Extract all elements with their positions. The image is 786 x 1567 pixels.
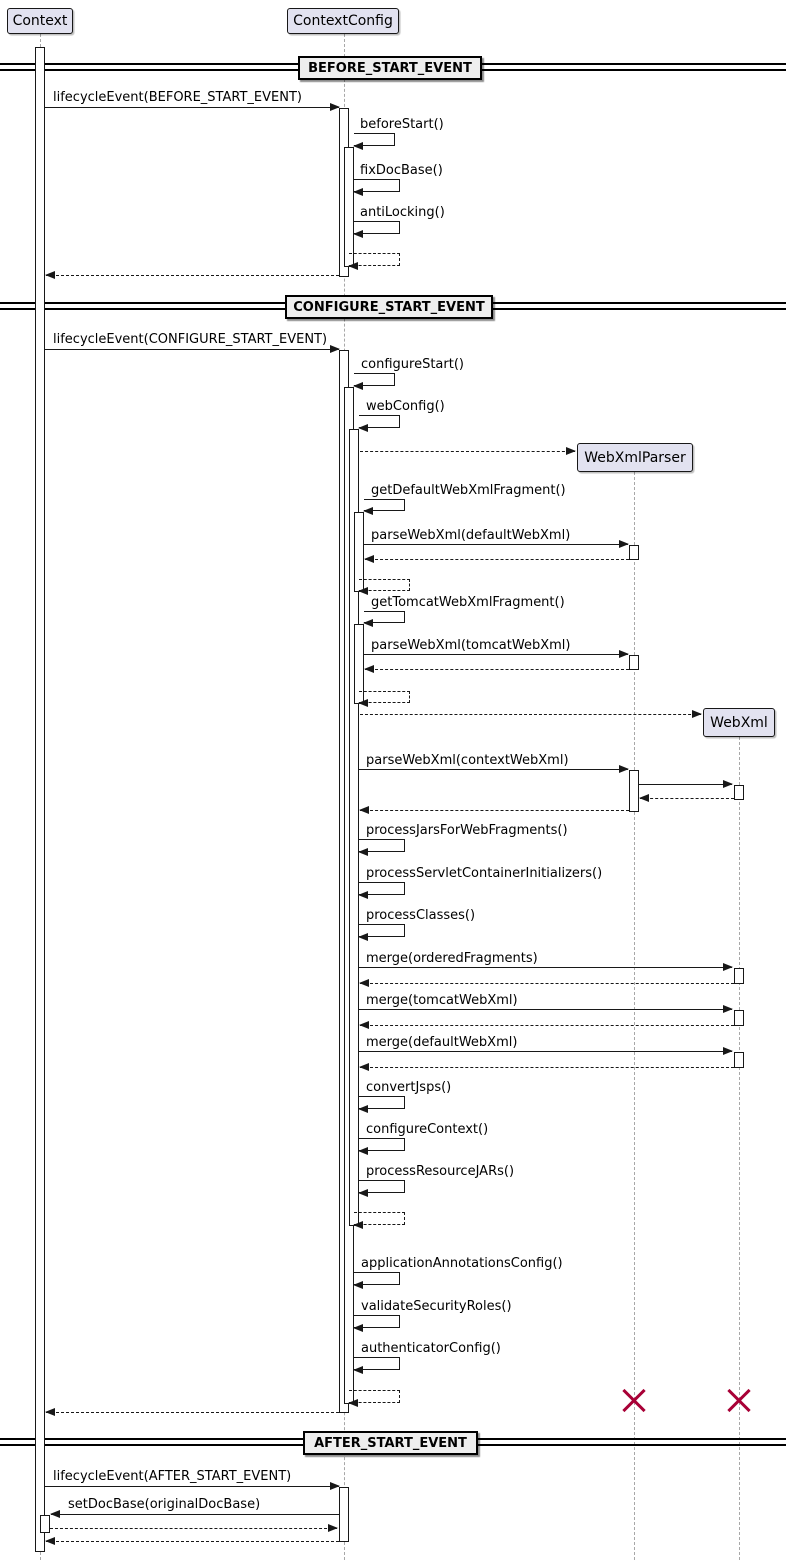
arrowhead-icon: [566, 447, 576, 455]
create-message-line: [360, 451, 575, 452]
arrowhead-icon: [639, 794, 649, 802]
arrowhead-icon: [45, 271, 55, 279]
activation-bar: [629, 655, 639, 670]
message-label: processServletContainerInitializers(): [366, 866, 603, 881]
arrowhead-icon: [348, 262, 358, 270]
participant-webxml: WebXml: [703, 708, 775, 737]
return-message-line: [360, 1067, 734, 1068]
arrowhead-icon: [330, 345, 340, 353]
message-line: [364, 654, 628, 655]
return-message-line: [360, 810, 629, 811]
activation-bar: [734, 785, 744, 800]
divider-label: BEFORE_START_EVENT: [298, 56, 482, 80]
arrowhead-icon: [353, 1324, 363, 1332]
arrowhead-icon: [358, 891, 368, 899]
self-message-loop: [354, 1272, 400, 1285]
message-line: [639, 784, 732, 785]
divider-label: AFTER_START_EVENT: [303, 1431, 478, 1455]
arrowhead-icon: [358, 587, 368, 595]
arrowhead-icon: [353, 1221, 363, 1229]
participant-contextconfig: ContextConfig: [287, 8, 399, 34]
arrowhead-icon: [353, 142, 363, 150]
message-line: [359, 967, 732, 968]
message-label: webConfig(): [366, 399, 445, 414]
message-line: [359, 1009, 732, 1010]
return-message-line: [360, 1025, 734, 1026]
message-label: getDefaultWebXmlFragment(): [371, 483, 566, 498]
return-message-line: [46, 1412, 339, 1413]
arrowhead-icon: [619, 765, 629, 773]
self-message-loop: [359, 882, 405, 895]
arrowhead-icon: [50, 1510, 60, 1518]
arrowhead-icon: [45, 1408, 55, 1416]
self-return-loop: [349, 253, 400, 266]
message-label: merge(tomcatWebXml): [366, 993, 518, 1008]
message-label: merge(orderedFragments): [366, 951, 538, 966]
create-message-line: [360, 714, 701, 715]
arrowhead-icon: [358, 1189, 368, 1197]
self-message-loop: [359, 415, 400, 428]
activation-bar: [734, 1010, 744, 1026]
message-label: lifecycleEvent(AFTER_START_EVENT): [53, 1469, 292, 1484]
arrowhead-icon: [364, 665, 374, 673]
message-label: convertJsps(): [366, 1080, 452, 1095]
message-label: lifecycleEvent(CONFIGURE_START_EVENT): [53, 332, 328, 347]
arrowhead-icon: [353, 1366, 363, 1374]
message-label: configureStart(): [361, 357, 464, 372]
message-label: parseWebXml(contextWebXml): [366, 753, 569, 768]
arrowhead-icon: [358, 1147, 368, 1155]
arrowhead-icon: [619, 650, 629, 658]
arrowhead-icon: [353, 382, 363, 390]
self-message-loop: [354, 1315, 400, 1328]
arrowhead-icon: [328, 1524, 338, 1532]
message-line: [45, 349, 339, 350]
message-label: processJarsForWebFragments(): [366, 823, 568, 838]
self-message-loop: [359, 839, 405, 852]
message-label: setDocBase(originalDocBase): [68, 1497, 261, 1512]
message-line: [359, 1051, 732, 1052]
message-label: fixDocBase(): [360, 163, 443, 178]
arrowhead-icon: [359, 979, 369, 987]
return-message-line: [365, 669, 629, 670]
message-label: configureContext(): [366, 1122, 489, 1137]
arrowhead-icon: [359, 806, 369, 814]
lifeline-webxml: [739, 737, 740, 1560]
arrowhead-icon: [619, 540, 629, 548]
message-label: lifecycleEvent(BEFORE_START_EVENT): [53, 90, 302, 105]
self-message-loop: [359, 1180, 405, 1193]
arrowhead-icon: [358, 848, 368, 856]
arrowhead-icon: [363, 619, 373, 627]
activation-bar: [629, 545, 639, 560]
activation-bar: [40, 1515, 50, 1533]
self-message-loop: [354, 221, 400, 234]
message-label: beforeStart(): [360, 117, 444, 132]
activation-bar: [629, 770, 639, 812]
arrowhead-icon: [358, 933, 368, 941]
self-message-loop: [359, 924, 405, 937]
self-message-loop: [354, 179, 400, 192]
arrowhead-icon: [364, 555, 374, 563]
arrowhead-icon: [359, 1021, 369, 1029]
activation-bar: [339, 1487, 349, 1542]
arrowhead-icon: [330, 1482, 340, 1490]
arrowhead-icon: [358, 699, 368, 707]
self-return-loop: [349, 1390, 400, 1403]
arrowhead-icon: [363, 507, 373, 515]
arrowhead-icon: [358, 424, 368, 432]
arrowhead-icon: [723, 780, 733, 788]
message-label: processClasses(): [366, 908, 476, 923]
divider-label: CONFIGURE_START_EVENT: [285, 295, 493, 319]
message-label: parseWebXml(defaultWebXml): [371, 528, 571, 543]
arrowhead-icon: [353, 1281, 363, 1289]
activation-bar: [35, 47, 45, 1552]
return-message-line: [360, 983, 734, 984]
message-label: applicationAnnotationsConfig(): [361, 1256, 563, 1271]
message-line: [45, 1486, 339, 1487]
arrowhead-icon: [359, 1063, 369, 1071]
self-message-loop: [364, 499, 405, 511]
self-return-loop: [354, 1212, 405, 1225]
arrowhead-icon: [723, 963, 733, 971]
message-label: processResourceJARs(): [366, 1164, 515, 1179]
message-label: getTomcatWebXmlFragment(): [371, 595, 565, 610]
arrowhead-icon: [330, 103, 340, 111]
message-line: [51, 1514, 339, 1515]
activation-bar: [344, 147, 354, 267]
arrowhead-icon: [348, 1399, 358, 1407]
activation-bar: [734, 968, 744, 984]
self-message-loop: [359, 1096, 405, 1109]
message-label: antiLocking(): [360, 205, 445, 220]
return-message-line: [365, 559, 629, 560]
return-message-line: [640, 798, 734, 799]
message-line: [364, 544, 628, 545]
message-label: merge(defaultWebXml): [366, 1035, 518, 1050]
arrowhead-icon: [723, 1047, 733, 1055]
arrowhead-icon: [353, 188, 363, 196]
destroy-icon: [621, 1387, 647, 1413]
self-message-loop: [359, 1138, 405, 1151]
arrowhead-icon: [353, 230, 363, 238]
message-line: [359, 769, 628, 770]
self-return-loop: [359, 579, 410, 591]
return-message-line: [50, 1528, 337, 1529]
message-line: [45, 107, 339, 108]
message-label: authenticatorConfig(): [361, 1341, 501, 1356]
activation-bar: [734, 1052, 744, 1068]
arrowhead-icon: [45, 1537, 55, 1545]
participant-webxmlparser: WebXmlParser: [577, 443, 693, 472]
return-message-line: [46, 275, 339, 276]
self-message-loop: [354, 1357, 400, 1370]
self-message-loop: [354, 373, 395, 386]
destroy-icon: [726, 1387, 752, 1413]
arrowhead-icon: [358, 1105, 368, 1113]
return-message-line: [46, 1541, 339, 1542]
self-message-loop: [364, 611, 405, 623]
arrowhead-icon: [692, 710, 702, 718]
message-label: validateSecurityRoles(): [361, 1299, 512, 1314]
message-label: parseWebXml(tomcatWebXml): [371, 638, 571, 653]
self-return-loop: [359, 691, 410, 703]
arrowhead-icon: [723, 1005, 733, 1013]
self-message-loop: [354, 133, 395, 146]
participant-context: Context: [7, 8, 73, 34]
